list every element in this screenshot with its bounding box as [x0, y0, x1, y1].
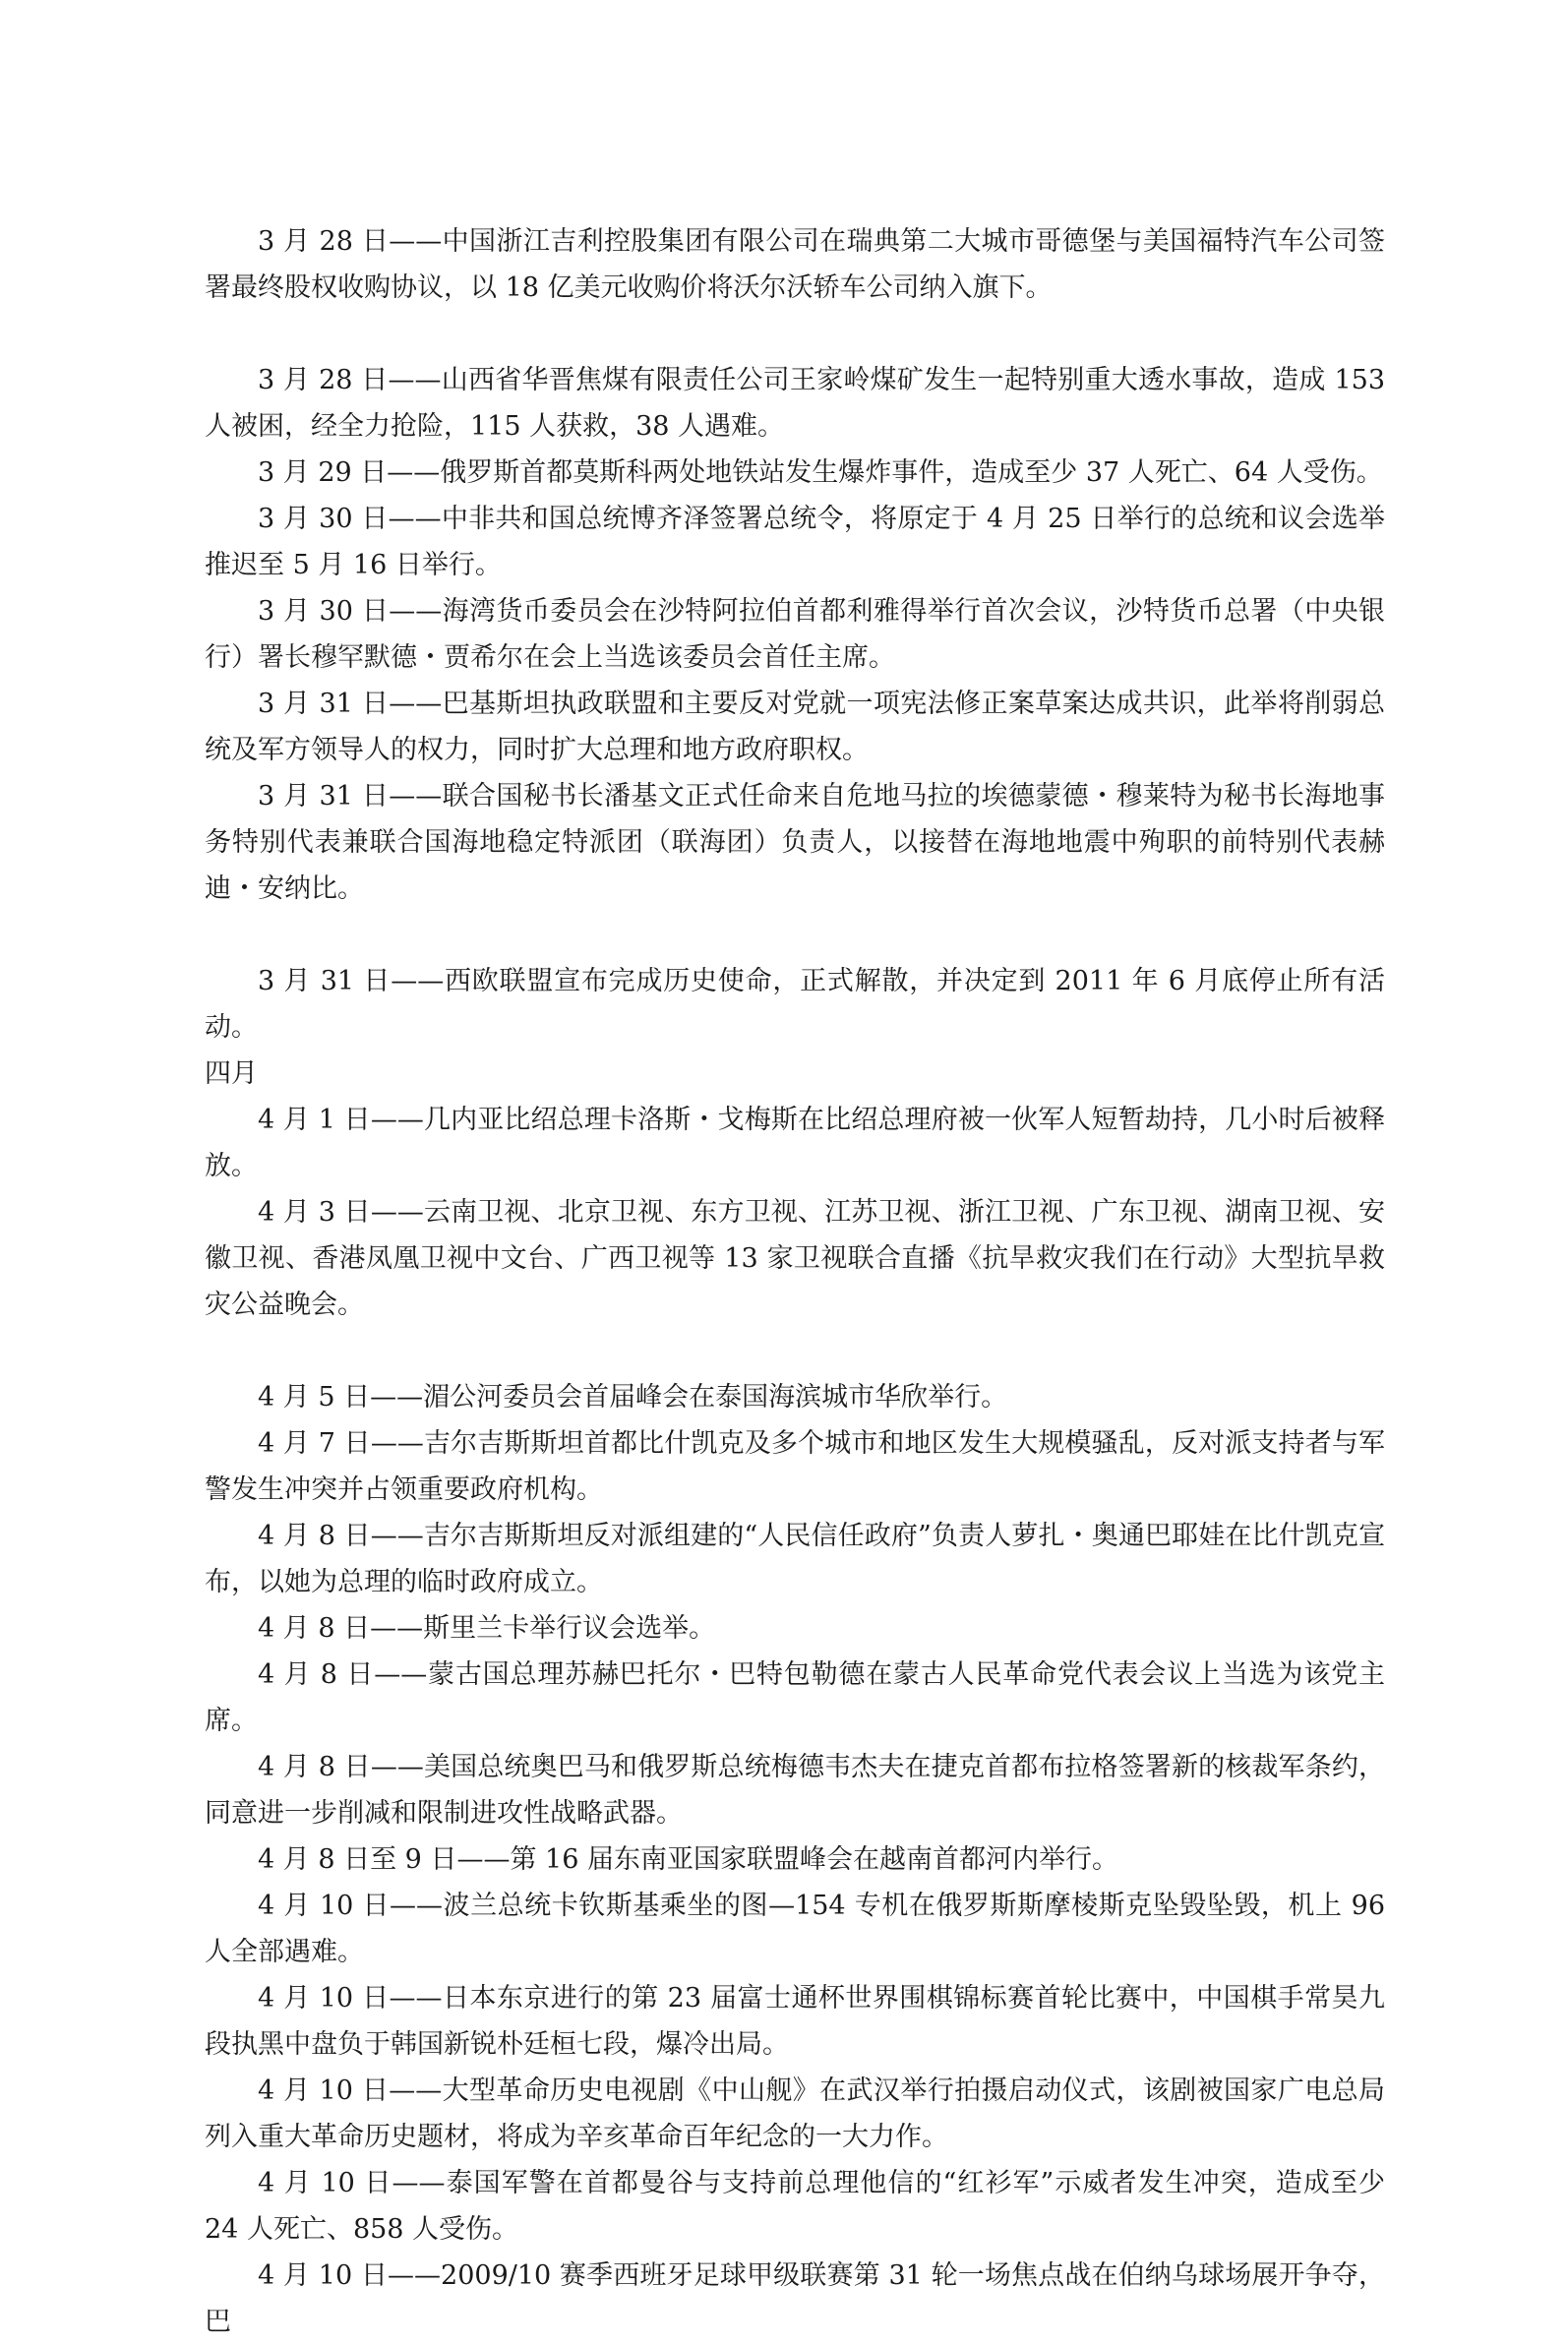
document-body	[205, 218, 1385, 2345]
chronology-entry: 4 月 8 日——蒙古国总理苏赫巴托尔・巴特包勒德在蒙古人民革命党代表会议上当选为该党主席。	[205, 1659, 1385, 1736]
chronology-entry: 4 月 8 日——吉尔吉斯斯坦反对派组建的“人民信任政府”负责人萝扎・奥通巴耶娃在比什凯克宣布，以她为总理的临时政府成立。	[205, 1521, 1385, 1597]
chronology-entry: 4 月 1 日——几内亚比绍总理卡洛斯・戈梅斯在比绍总理府被一伙军人短暂劫持，几小时后被释放。	[205, 1105, 1385, 1181]
section-heading: 四月	[205, 1058, 258, 1089]
chronology-entry: 4 月 10 日——波兰总统卡钦斯基乘坐的图—154 专机在俄罗斯斯摩棱斯克坠毁坠毁，机上 96 人全部遇难。	[205, 1891, 1385, 1967]
chronology-entry: 4 月 8 日至 9 日——第 16 届东南亚国家联盟峰会在越南首都河内举行。	[258, 1844, 1118, 1875]
chronology-entry: 3 月 29 日——俄罗斯首都莫斯科两处地铁站发生爆炸事件，造成至少 37 人死亡、64 人受伤。	[258, 457, 1383, 488]
chronology-entry: 4 月 8 日——美国总统奥巴马和俄罗斯总统梅德韦杰夫在捷克首都布拉格签署新的核裁军条约，同意进一步削减和限制进攻性战略武器。	[205, 1752, 1385, 1829]
paragraph-spacer	[205, 1328, 1385, 1374]
chronology-entry: 3 月 28 日——中国浙江吉利控股集团有限公司在瑞典第二大城市哥德堡与美国福特汽车公司签署最终股权收购协议，以 18 亿美元收购价将沃尔沃轿车公司纳入旗下。	[205, 226, 1385, 303]
paragraph-spacer	[205, 311, 1385, 357]
chronology-entry: 3 月 31 日——巴基斯坦执政联盟和主要反对党就一项宪法修正案草案达成共识，此举将削弱总统及军方领导人的权力，同时扩大总理和地方政府职权。	[205, 689, 1385, 765]
chronology-entry: 3 月 31 日——联合国秘书长潘基文正式任命来自危地马拉的埃德蒙德・穆莱特为秘书长海地事务特别代表兼联合国海地稳定特派团（联海团）负责人，以接替在海地地震中殉职的前特别代表赫迪・安纳比。	[205, 781, 1385, 904]
chronology-entry: 4 月 5 日——湄公河委员会首届峰会在泰国海滨城市华欣举行。	[258, 1382, 1008, 1413]
paragraph-spacer	[205, 912, 1385, 958]
chronology-entry: 4 月 8 日——斯里兰卡举行议会选举。	[258, 1613, 716, 1644]
chronology-entry: 4 月 10 日——泰国军警在首都曼谷与支持前总理他信的“红衫军”示威者发生冲突，造成至少 24 人死亡、858 人受伤。	[205, 2168, 1385, 2245]
chronology-entry: 3 月 31 日——西欧联盟宣布完成历史使命，正式解散，并决定到 2011 年 6 月底停止所有活动。	[205, 966, 1385, 1043]
chronology-entry: 4 月 10 日——日本东京进行的第 23 届富士通杯世界围棋锦标赛首轮比赛中，中国棋手常昊九段执黑中盘负于韩国新锐朴廷桓七段，爆冷出局。	[205, 1983, 1385, 2060]
chronology-entry: 3 月 30 日——海湾货币委员会在沙特阿拉伯首都利雅得举行首次会议，沙特货币总署（中央银行）署长穆罕默德・贾希尔在会上当选该委员会首任主席。	[205, 596, 1385, 673]
chronology-entry: 4 月 10 日——2009/10 赛季西班牙足球甲级联赛第 31 轮一场焦点战在伯纳乌球场展开争夺，巴	[205, 2260, 1385, 2337]
chronology-entry: 4 月 3 日——云南卫视、北京卫视、东方卫视、江苏卫视、浙江卫视、广东卫视、湖南卫视、安徽卫视、香港凤凰卫视中文台、广西卫视等 13 家卫视联合直播《抗旱救灾我们在行动》大型抗旱救灾公益晚会。	[205, 1197, 1385, 1320]
chronology-entry: 4 月 10 日——大型革命历史电视剧《中山舰》在武汉举行拍摄启动仪式，该剧被国家广电总局列入重大革命历史题材，将成为辛亥革命百年纪念的一大力作。	[205, 2075, 1385, 2152]
chronology-entry: 4 月 7 日——吉尔吉斯斯坦首都比什凯克及多个城市和地区发生大规模骚乱，反对派支持者与军警发生冲突并占领重要政府机构。	[205, 1428, 1385, 1505]
chronology-entry: 3 月 30 日——中非共和国总统博齐泽签署总统令，将原定于 4 月 25 日举行的总统和议会选举推迟至 5 月 16 日举行。	[205, 504, 1385, 580]
chronology-entry: 3 月 28 日——山西省华晋焦煤有限责任公司王家岭煤矿发生一起特别重大透水事故，造成 153 人被困，经全力抢险，115 人获救，38 人遇难。	[205, 365, 1385, 442]
